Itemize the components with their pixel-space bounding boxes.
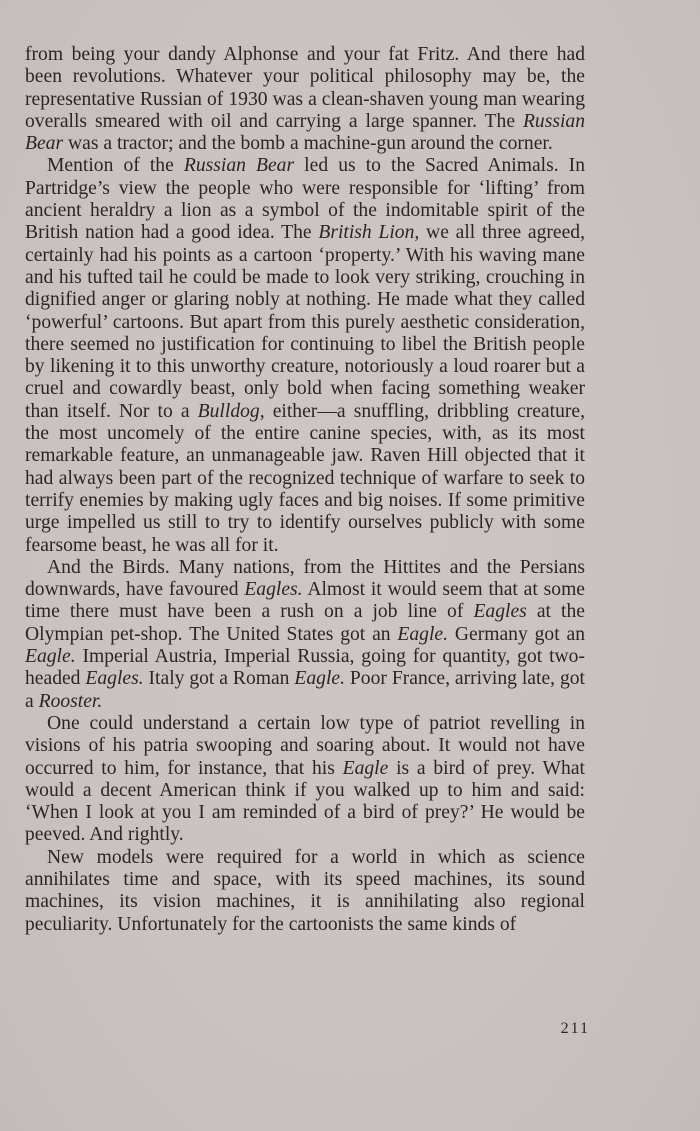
body-text xyxy=(25,44,585,936)
italic-term: Eagles. xyxy=(85,668,144,690)
italic-term: Eagles xyxy=(473,601,527,623)
italic-term: Bulldog, xyxy=(197,400,265,422)
italic-term: Eagle xyxy=(342,757,389,779)
italic-term: Eagles. xyxy=(244,579,303,601)
italic-term: British Lion, xyxy=(318,222,420,244)
italic-term: Eagle. xyxy=(294,668,345,690)
paragraph-sacred-animals: Mention of the Russian Bear led us to the Sacred Animals. In Partridge’s view the people who were responsible for ‘lifting’ from ancient heraldry a lion as a symbol of the indomitable spirit of the British nation had a good idea. The British Lion, we all three agreed, certainly had his points as a cartoon ‘property.’ With his waving mane and his tufted tail he could be made to look very striking, crouching in dignified anger or glaring nobly at nothing. He made what they called ‘powerful’ cartoons. But apart from this purely aesthetic consideration, there seemed no justification for continuing to libel the British people by likening it to this unworthy creature, notoriously a loud roarer but a cruel and cowardly beast, only bold when facing something weaker than itself. Nor to a Bulldog, either—a snuffling, dribbling creature, the most uncomely of the entire canine species, with, as its most remarkable feature, an unmanageable jaw. Raven Hill objected that it had always been part of the recognized technique of warfare to seek to terrify enemies by making ugly faces and big noises. If some primitive urge impelled us still to try to identify ourselves publicly with some fearsome beast, he was all for it. xyxy=(25,155,586,556)
paragraph-continued: from being your dandy Alphonse and your fat Fritz. And there had been revolutions. Whatever your political philosophy may be, the representative Russian of 1930 was a clean-shaven young man wearing overalls smeared with oil and carrying a large spanner. The Russian Bear was a tractor; and the bomb a machine-gun around the corner. xyxy=(25,44,585,155)
italic-term: Russian Bear xyxy=(25,110,585,155)
italic-term: Rooster. xyxy=(38,690,103,712)
italic-term: Eagle. xyxy=(397,623,449,645)
paragraph-patriot: One could understand a certain low type of patriot revelling in visions of his patria swooping and soaring about. It would not have occurred to him, for instance, that his Eagle is a bird of prey. What would a decent American think if you walked up to him and said: ‘When I look at you I am reminded of a bird of prey?’ He would be peeved. And rightly. xyxy=(25,712,585,846)
italic-term: Russian Bear xyxy=(183,155,295,177)
italic-term: Eagle. xyxy=(25,646,76,668)
paragraph-birds: And the Birds. Many nations, from the Hittites and the Persians downwards, have favoured Eagles. Almost it would seem that at some time there must have been a rush on a job line of Eagles at the Olympian pet-shop. The United States got an Eagle. Germany got an Eagle. Imperial Austria, Imperial Russia, going for quantity, got two-headed Eagles. Italy got a Roman Eagle. Poor France, arriving late, got a Rooster. xyxy=(25,556,586,712)
page-number: 211 xyxy=(560,1020,590,1037)
paragraph-new-models: New models were required for a world in which as science annihilates time and space, with its speed machines, its sound machines, its vision machines, it is annihilating also regional peculiarity. Unfortunately for the cartoonists the same kinds of xyxy=(25,846,585,935)
